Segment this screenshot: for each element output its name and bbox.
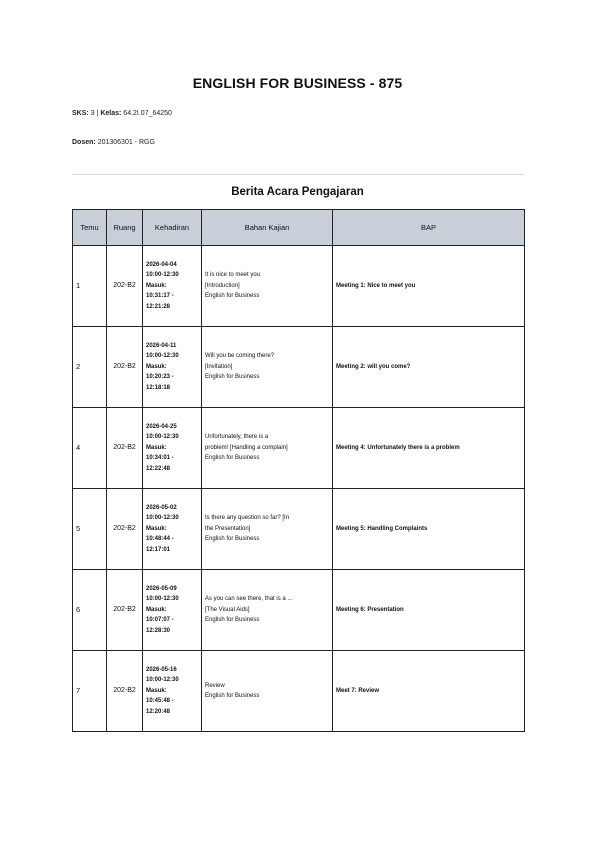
kehadiran-time: 10:00-12:30	[146, 515, 179, 522]
kehadiran-out: 12:18:18	[146, 384, 171, 391]
bap-cell: Meet 7: Review	[333, 651, 525, 732]
section-title: Berita Acara Pengajaran	[231, 186, 364, 198]
sks-value: 3	[90, 110, 95, 117]
table-row	[73, 327, 525, 408]
table-row	[73, 246, 525, 327]
sks-label: SKS:	[72, 110, 89, 117]
table-row	[73, 570, 525, 651]
ruang-cell: 202-B2	[107, 408, 143, 489]
kehadiran-in: 10:34:01 -	[146, 455, 174, 462]
bahan-kajian-cell	[202, 570, 333, 651]
temu-cell: 1	[73, 246, 107, 327]
bahan-course: English for Business	[205, 536, 260, 543]
course-meta	[72, 110, 172, 117]
bahan-topic: Is there any question so far? [In	[205, 515, 290, 522]
divider	[72, 174, 524, 175]
kehadiran-time: 10:00-12:30	[146, 434, 179, 441]
bap-cell: Meeting 5: Handling Complaints	[333, 489, 525, 570]
kehadiran-in: 10:31:17 -	[146, 293, 174, 300]
bahan-kajian-cell	[202, 489, 333, 570]
bahan-topic: It is nice to meet you	[205, 272, 261, 279]
kehadiran-out: 12:21:28	[146, 303, 171, 310]
kehadiran-date: 2026-04-04	[146, 261, 177, 268]
kehadiran-out: 12:20:48	[146, 708, 171, 715]
table-row	[73, 408, 525, 489]
kehadiran-cell	[143, 408, 202, 489]
table-header-row	[73, 210, 525, 246]
column-header-temu: Temu	[73, 210, 107, 246]
kehadiran-date: 2026-04-25	[146, 423, 177, 430]
kehadiran-cell	[143, 489, 202, 570]
page-title: ENGLISH FOR BUSINESS - 875	[192, 75, 403, 91]
bahan-course: English for Business	[205, 455, 260, 462]
lecturer-meta	[72, 139, 155, 146]
bap-cell: Meeting 2: will you come?	[333, 327, 525, 408]
kehadiran-out: 12:22:48	[146, 465, 171, 472]
bahan-kajian-cell	[202, 408, 333, 489]
bahan-subtopic: problem! [Handling a complain]	[205, 444, 288, 451]
kehadiran-time: 10:00-12:30	[146, 272, 179, 279]
bap-cell: Meeting 1: Nice to meet you	[333, 246, 525, 327]
kelas-value: 64.2I.07_64250	[123, 110, 172, 117]
ruang-cell: 202-B2	[107, 651, 143, 732]
ruang-cell: 202-B2	[107, 570, 143, 651]
ruang-cell: 202-B2	[107, 327, 143, 408]
bahan-topic: Unfortunately, there is a	[205, 434, 269, 441]
column-header-bahan-kajian: Bahan Kajian	[202, 210, 333, 246]
dosen-label: Dosen:	[72, 139, 96, 146]
temu-cell: 4	[73, 408, 107, 489]
bahan-course: English for Business	[205, 693, 260, 699]
kehadiran-cell	[143, 327, 202, 408]
bahan-subtopic: [The Visual Aids]	[205, 606, 250, 613]
kehadiran-date: 2026-05-16	[146, 666, 177, 673]
bahan-topic: As you can see there, that is a ...	[205, 596, 293, 603]
temu-cell: 6	[73, 570, 107, 651]
temu-cell: 2	[73, 327, 107, 408]
bahan-kajian-cell	[202, 246, 333, 327]
ruang-cell: 202-B2	[107, 489, 143, 570]
kelas-label: Kelas:	[100, 110, 122, 117]
dosen-value: 201306301 - RGG	[97, 139, 155, 146]
bahan-course: English for Business	[205, 293, 260, 300]
kehadiran-cell	[143, 651, 202, 732]
kehadiran-masuk-label: Masuk:	[146, 525, 167, 532]
bahan-subtopic: [Invitation]	[205, 363, 233, 370]
kehadiran-masuk-label: Masuk:	[146, 363, 167, 370]
kehadiran-masuk-label: Masuk:	[146, 282, 167, 289]
temu-cell: 7	[73, 651, 107, 732]
kehadiran-time: 10:00-12:30	[146, 596, 179, 603]
bap-cell: Meeting 6: Presentation	[333, 570, 525, 651]
column-header-kehadiran: Kehadiran	[143, 210, 202, 246]
bahan-course: English for Business	[205, 374, 260, 381]
kehadiran-time: 10:00-12:30	[146, 353, 179, 360]
bahan-subtopic: [Introduction]	[205, 282, 240, 289]
kehadiran-out: 12:28:30	[146, 627, 171, 634]
bahan-kajian-cell	[202, 651, 333, 732]
bahan-topic: Will you be coming there?	[205, 353, 275, 360]
kehadiran-time: 10:00-12:30	[146, 677, 179, 684]
kehadiran-masuk-label: Masuk:	[146, 687, 167, 694]
temu-cell: 5	[73, 489, 107, 570]
column-header-ruang: Ruang	[107, 210, 143, 246]
kehadiran-masuk-label: Masuk:	[146, 606, 167, 613]
bap-cell: Meeting 4: Unfortunately there is a problem	[333, 408, 525, 489]
kehadiran-date: 2026-05-02	[146, 504, 177, 511]
kehadiran-cell	[143, 570, 202, 651]
ruang-cell: 202-B2	[107, 246, 143, 327]
bap-table	[72, 209, 525, 732]
meta-separator: |	[96, 110, 99, 117]
bahan-course: English for Business	[205, 617, 260, 624]
kehadiran-date: 2026-04-11	[146, 342, 177, 349]
bahan-kajian-cell	[202, 327, 333, 408]
kehadiran-masuk-label: Masuk:	[146, 444, 167, 451]
kehadiran-in: 10:45:48 -	[146, 698, 174, 705]
kehadiran-date: 2026-05-09	[146, 585, 177, 592]
kehadiran-out: 12:17:01	[146, 546, 171, 553]
column-header-bap: BAP	[333, 210, 525, 246]
kehadiran-cell	[143, 246, 202, 327]
bahan-subtopic: the Presentation]	[205, 525, 251, 532]
kehadiran-in: 10:48:44 -	[146, 536, 174, 543]
table-row	[73, 489, 525, 570]
kehadiran-in: 10:20:23 -	[146, 374, 174, 381]
bahan-topic: Review	[205, 682, 225, 689]
kehadiran-in: 10:07:07 -	[146, 617, 174, 624]
table-row	[73, 651, 525, 732]
